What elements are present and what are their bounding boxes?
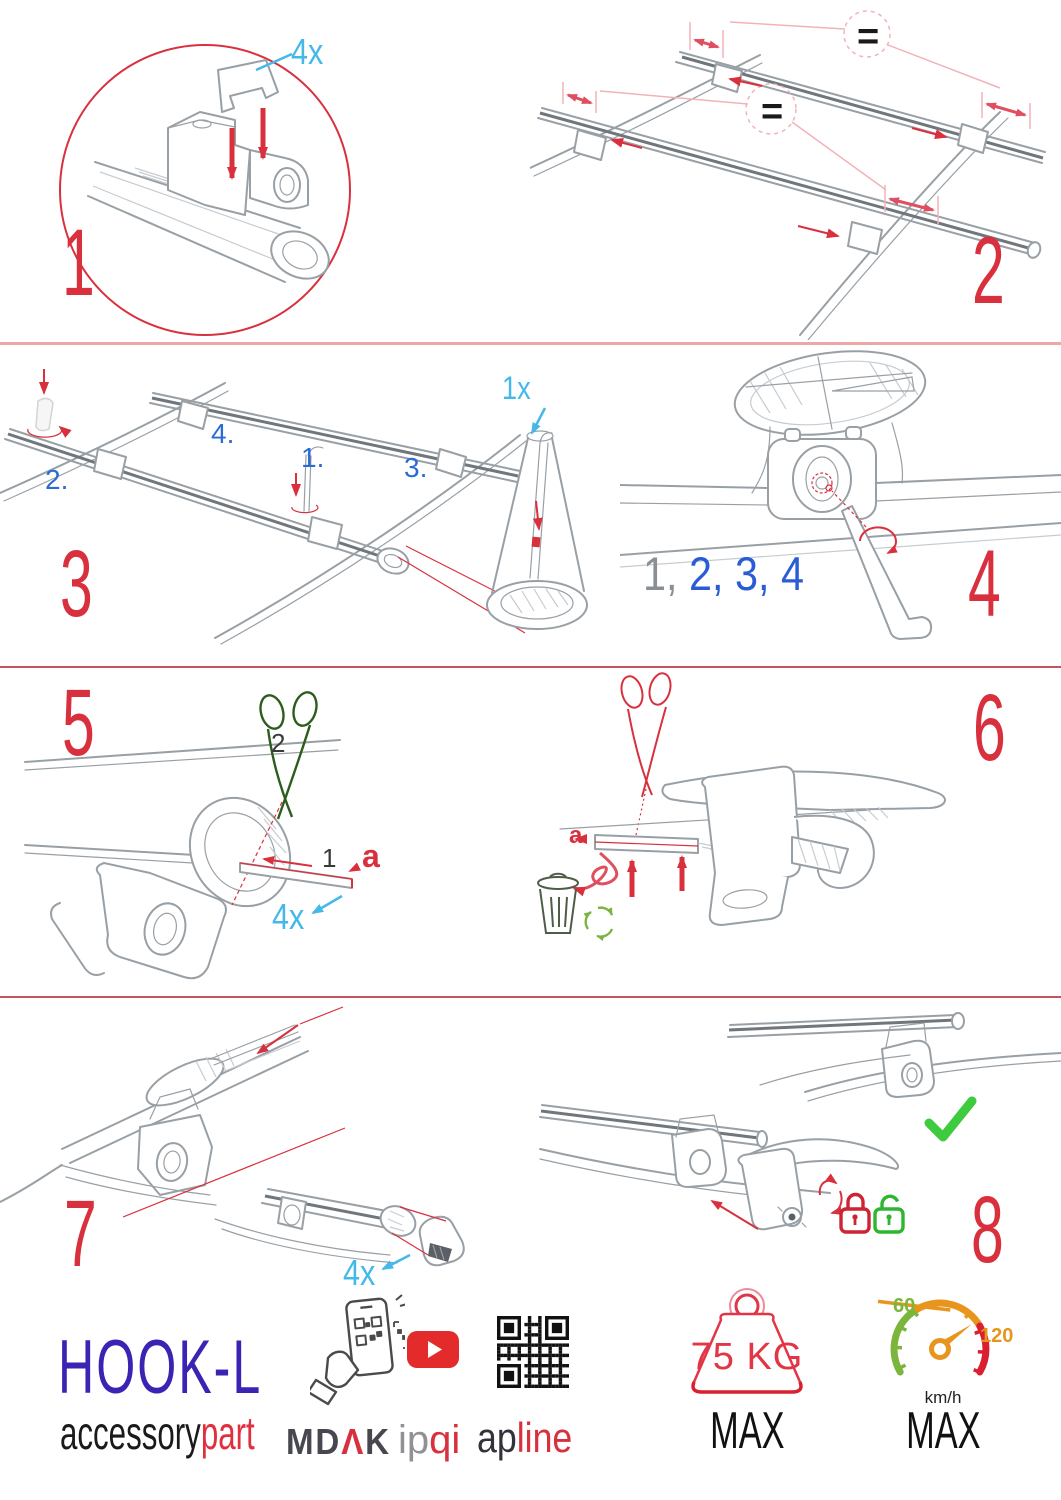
bar-cross-section: [729, 343, 930, 446]
substep-label: 4.: [211, 418, 235, 449]
logo-apline: apline: [477, 1414, 573, 1461]
leader-arrow: [313, 896, 342, 913]
endcap-attach: [215, 1189, 464, 1269]
bracket-part: [218, 60, 278, 112]
leader-arrow: [532, 408, 545, 433]
sequence-label: 1, 2, 3, 4: [643, 547, 804, 600]
locked-assembly: [728, 1013, 1061, 1101]
substep-label: 1.: [301, 442, 325, 473]
foot: [848, 222, 882, 254]
qr-scan-phone-icon: [310, 1292, 405, 1407]
speed-high-label: 120: [980, 1325, 1014, 1347]
clamp-body: [768, 439, 876, 519]
lock-icon: [841, 1195, 869, 1233]
step-number-1: 1: [62, 210, 94, 316]
quantity-label: 4x: [343, 1252, 376, 1293]
turn-arrow: [832, 1191, 842, 1213]
slide-arrow: [798, 226, 838, 236]
discard-cord: [574, 853, 617, 889]
quantity-label: 1x: [502, 370, 531, 406]
step-number-7: 7: [64, 1181, 96, 1287]
max-load-label: MAX: [709, 1402, 785, 1460]
endcap-cone: [487, 431, 587, 629]
quantity-label: 4x: [272, 896, 305, 937]
measure-arrow: [695, 40, 718, 47]
speed-unit-label: km/h: [924, 1388, 962, 1407]
logo-mdak: MDΛK: [286, 1421, 391, 1462]
step-number-2: 2: [972, 218, 1004, 324]
qr-code: [497, 1316, 569, 1388]
turn-arrow: [292, 505, 318, 513]
allen-key: [842, 506, 931, 639]
strip-step-label: 1: [322, 843, 337, 873]
equal-sign: =: [857, 16, 880, 58]
youtube-icon: [406, 1330, 460, 1370]
substep-label: 3.: [404, 452, 428, 483]
logo-ipqi: ipqi: [398, 1418, 461, 1462]
step-number-3: 3: [60, 531, 92, 637]
speed-low-label: 60: [893, 1295, 916, 1317]
product-name: HOOK-L: [58, 1325, 263, 1410]
brand-logo: accessorypart: [60, 1407, 255, 1459]
check-icon: [929, 1101, 972, 1137]
step-number-5: 5: [62, 670, 94, 776]
strip-a-label: a: [362, 838, 380, 874]
insert-arrow: [258, 1025, 298, 1053]
strip-into-channel: [0, 1007, 343, 1205]
unlock-icon: [875, 1196, 903, 1232]
clamp-foot: [51, 863, 226, 978]
recycle-icon: [586, 908, 612, 937]
measure-arrow: [987, 104, 1025, 115]
max-load-value: 75 KG: [690, 1336, 804, 1378]
measure-arrow: [568, 95, 591, 103]
scissors-icon: [618, 671, 674, 797]
step-number-4: 4: [968, 531, 1000, 637]
trash-bin-icon: [538, 874, 578, 933]
cut-line: [636, 789, 646, 835]
equal-sign: =: [761, 91, 784, 133]
ghost-knob: [36, 398, 53, 430]
speed-max-label: MAX: [905, 1402, 981, 1460]
quantity-label: 4x: [291, 31, 324, 72]
step-number-8: 8: [971, 1177, 1003, 1283]
cut-step-label: 2: [271, 728, 286, 758]
substep-label: 2.: [45, 464, 69, 495]
strip-a-label: a: [569, 822, 583, 849]
step-number-6: 6: [973, 675, 1005, 781]
